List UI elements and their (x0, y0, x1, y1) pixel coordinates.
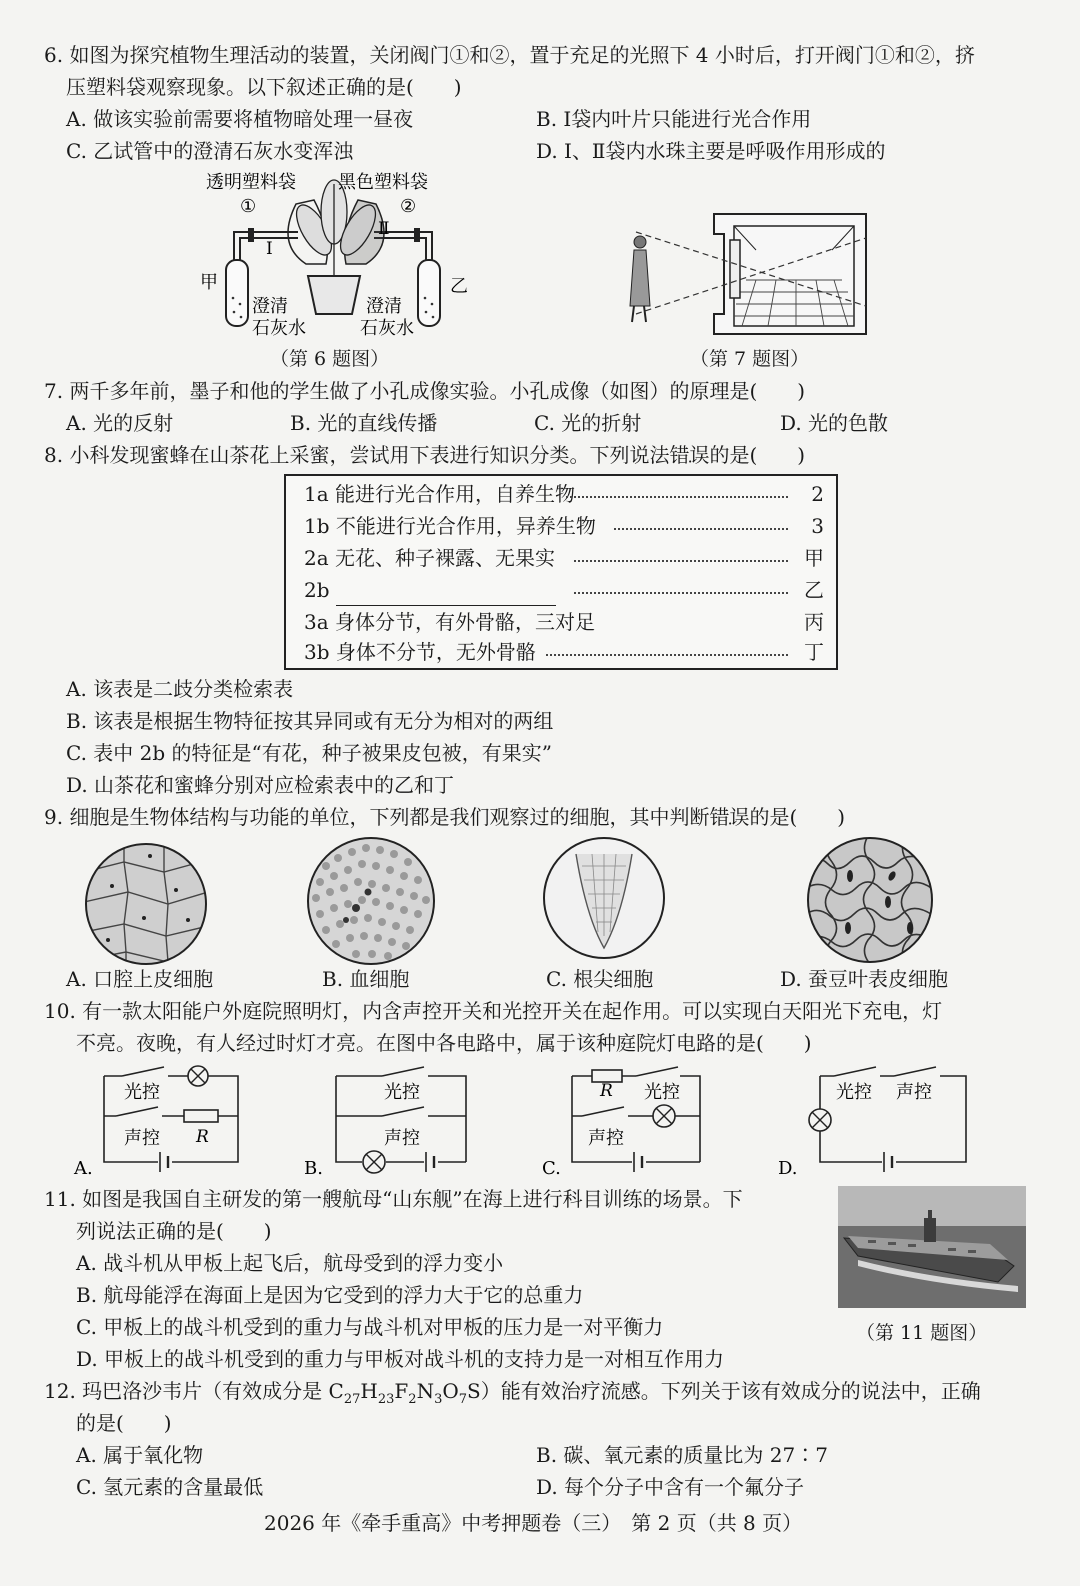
key-row-3a (304, 606, 824, 638)
key-result: 3 (811, 514, 824, 538)
circuit-a (72, 1064, 252, 1178)
q8-stem-part2: 的是( ) (709, 443, 806, 467)
key-text: 无花、种子裸露、无果实 (335, 546, 556, 570)
circuit-d-label: D. (778, 1158, 798, 1178)
key-result: 乙 (804, 578, 824, 602)
q8-stem-part1: 8. 小科发现蜜蜂在山茶花上采蜜，尝试用下表进行知识分类。下列说法 (44, 443, 670, 467)
q9-stem-part2: 的是( ) (749, 805, 846, 829)
key-code: 1a (304, 482, 329, 506)
key-code: 3a (304, 610, 329, 634)
cheek-cell-image (84, 842, 208, 966)
key-code: 2a (304, 546, 329, 570)
chemical-formula: $C_{27}H_{23}F_2N_3O_7S$ (328, 1379, 481, 1407)
q7-option-a[interactable]: A. 光的反射 (66, 411, 174, 435)
q6-stem-line2: 压塑料袋观察现象。以下叙述正确的是( ) (66, 75, 462, 99)
q11-option-b[interactable]: B. 航母能浮在海面上是因为它受到的浮力大于它的总重力 (76, 1283, 584, 1307)
valve-2-label: ② (400, 196, 417, 217)
q8-stem-emphasis: 错误 · · (669, 443, 709, 467)
blood-cell-image (306, 836, 436, 966)
q7-option-c[interactable]: C. 光的折射 (534, 411, 642, 435)
key-row-1b (304, 510, 824, 542)
q9-stem (44, 802, 845, 832)
tube-yi-label: 乙 (450, 276, 468, 297)
label-transparent-bag: 透明塑料袋 (206, 172, 296, 193)
q12-option-b[interactable]: B. 碳、氧元素的质量比为 27∶7 (536, 1443, 828, 1467)
key-text: 身体不分节，无外骨骼 (335, 640, 536, 664)
q12-option-d[interactable]: D. 每个分子中含有一个氟分子 (536, 1475, 805, 1499)
q7-option-b[interactable]: B. 光的直线传播 (290, 411, 438, 435)
circuit-d (776, 1064, 976, 1178)
q11-option-a[interactable]: A. 战斗机从甲板上起飞后，航母受到的浮力变小 (76, 1251, 504, 1275)
sound-switch-label: 声控 (896, 1082, 932, 1103)
q6-figure (196, 164, 486, 342)
q8-option-d[interactable]: D. 山茶花和蜜蜂分别对应检索表中的乙和丁 (66, 773, 455, 797)
q10-stem-line2: 不亮。夜晚，有人经过时灯才亮。在图中各电路中，属于该种庭院灯电路的是( ) (76, 1031, 812, 1055)
light-switch-label: 光控 (644, 1082, 680, 1103)
q8-stem (44, 440, 805, 470)
key-text: 不能进行光合作用，异养生物 (335, 514, 596, 538)
light-switch-label: 光控 (836, 1082, 872, 1103)
key-result: 甲 (804, 546, 824, 570)
q11-stem-line2: 列说法正确的是( ) (76, 1219, 272, 1243)
q10-stem-line1: 10. 有一款太阳能户外庭院照明灯，内含声控开关和光控开关在起作用。可以实现白天阳光下充电，灯 (44, 999, 943, 1023)
key-text: 能进行光合作用，自养生物 (335, 482, 576, 506)
q7-option-d[interactable]: D. 光的色散 (780, 411, 889, 435)
q6-option-d[interactable]: D. Ⅰ、Ⅱ袋内水珠主要是呼吸作用形成的 (536, 139, 886, 163)
q9-option-a[interactable]: A. 口腔上皮细胞 (66, 967, 214, 991)
q12-stem-line2: 的是( ) (76, 1411, 172, 1435)
key-row-2b (304, 574, 824, 606)
page-footer: 2026 年《牵手重高》中考押题卷（三） 第 2 页（共 8 页） (264, 1511, 803, 1535)
key-code: 1b (304, 514, 330, 538)
q12-stem-line1 (44, 1376, 981, 1415)
q7-figure (616, 210, 872, 340)
bag-2-label: Ⅱ (378, 219, 390, 239)
q12-stem-part2: ）能有效治疗流感。下列关于该有效成分的说法中，正确 (480, 1379, 981, 1403)
q7-stem: 7. 两千多年前，墨子和他的学生做了小孔成像实验。小孔成像（如图）的原理是( ) (44, 379, 806, 403)
circuit-b-label: B. (304, 1158, 323, 1178)
key-row-1a (304, 478, 824, 510)
q11-option-c[interactable]: C. 甲板上的战斗机受到的重力与战斗机对甲板的压力是一对平衡力 (76, 1315, 664, 1339)
aircraft-carrier-photo (838, 1186, 1026, 1308)
q11-stem-line1: 11. 如图是我国自主研发的第一艘航母“山东舰”在海上进行科目训练的场景。下 (44, 1187, 743, 1211)
key-text-blank (336, 583, 556, 606)
q8-option-c[interactable]: C. 表中 2b 的特征是“有花，种子被果皮包被，有果实” (66, 741, 552, 765)
q6-stem-line1: 6. 如图为探究植物生理活动的装置，关闭阀门①和②，置于充足的光照下 4 小时后，打开阀门①和②，挤 (44, 43, 975, 67)
q12-stem-part1: 12. 玛巴洛沙韦片（有效成分是 (44, 1379, 329, 1403)
sound-switch-label: 声控 (384, 1128, 420, 1149)
root-tip-cell-image (542, 836, 666, 960)
sound-switch-label: 声控 (124, 1128, 160, 1149)
q6-figure-caption: （第 6 题图） (270, 348, 390, 370)
key-result: 丙 (804, 610, 824, 634)
q9-stem-emphasis: 错误 · · (709, 805, 749, 829)
light-switch-label: 光控 (384, 1082, 420, 1103)
q9-option-d[interactable]: D. 蚕豆叶表皮细胞 (780, 967, 949, 991)
tube-jia-label: 甲 (200, 272, 218, 293)
q9-stem-part1: 9. 细胞是生物体结构与功能的单位，下列都是我们观察过的细胞，其中判断 (44, 805, 710, 829)
key-code: 3b (304, 640, 330, 664)
key-text: 身体分节，有外骨骼，三对足 (335, 610, 596, 634)
key-row-3b (304, 636, 824, 668)
q6-option-a[interactable]: A. 做该实验前需要将植物暗处理一昼夜 (66, 107, 414, 131)
q11-figure-caption: （第 11 题图） (856, 1322, 988, 1344)
light-switch-label: 光控 (124, 1082, 160, 1103)
limewater-right-line2: 石灰水 (360, 318, 414, 339)
q12-option-c[interactable]: C. 氢元素的含量最低 (76, 1475, 264, 1499)
limewater-right-line1: 澄清 (366, 296, 402, 317)
valve-1-label: ① (240, 196, 257, 217)
q7-figure-caption: （第 7 题图） (690, 348, 810, 370)
q6-option-b[interactable]: B. Ⅰ袋内叶片只能进行光合作用 (536, 107, 812, 131)
limewater-left-line2: 石灰水 (252, 318, 306, 339)
q11-option-d[interactable]: D. 甲板上的战斗机受到的重力与甲板对战斗机的支持力是一对相互作用力 (76, 1347, 725, 1371)
circuit-c-label: C. (542, 1158, 561, 1178)
key-row-2a (304, 542, 824, 574)
limewater-left-line1: 澄清 (252, 296, 288, 317)
q12-option-a[interactable]: A. 属于氧化物 (76, 1443, 204, 1467)
key-code: 2b (304, 578, 330, 602)
sound-switch-label: 声控 (588, 1128, 624, 1149)
label-black-bag: 黑色塑料袋 (338, 172, 428, 193)
q9-option-b[interactable]: B. 血细胞 (322, 967, 410, 991)
q8-option-a[interactable]: A. 该表是二歧分类检索表 (66, 677, 294, 701)
resistor-label: R (196, 1127, 209, 1147)
broad-bean-leaf-epidermis-image (806, 836, 934, 964)
circuit-b (302, 1064, 492, 1178)
dichotomous-key-table (284, 474, 838, 670)
key-result: 2 (811, 482, 824, 506)
bag-1-label: Ⅰ (266, 239, 273, 259)
circuit-c (540, 1064, 730, 1178)
resistor-label: R (600, 1081, 613, 1101)
circuit-a-label: A. (74, 1158, 93, 1178)
q8-option-b[interactable]: B. 该表是根据生物特征按其异同或有无分为相对的两组 (66, 709, 554, 733)
q6-option-c[interactable]: C. 乙试管中的澄清石灰水变浑浊 (66, 139, 354, 163)
q9-option-c[interactable]: C. 根尖细胞 (546, 967, 654, 991)
key-result: 丁 (804, 640, 824, 664)
